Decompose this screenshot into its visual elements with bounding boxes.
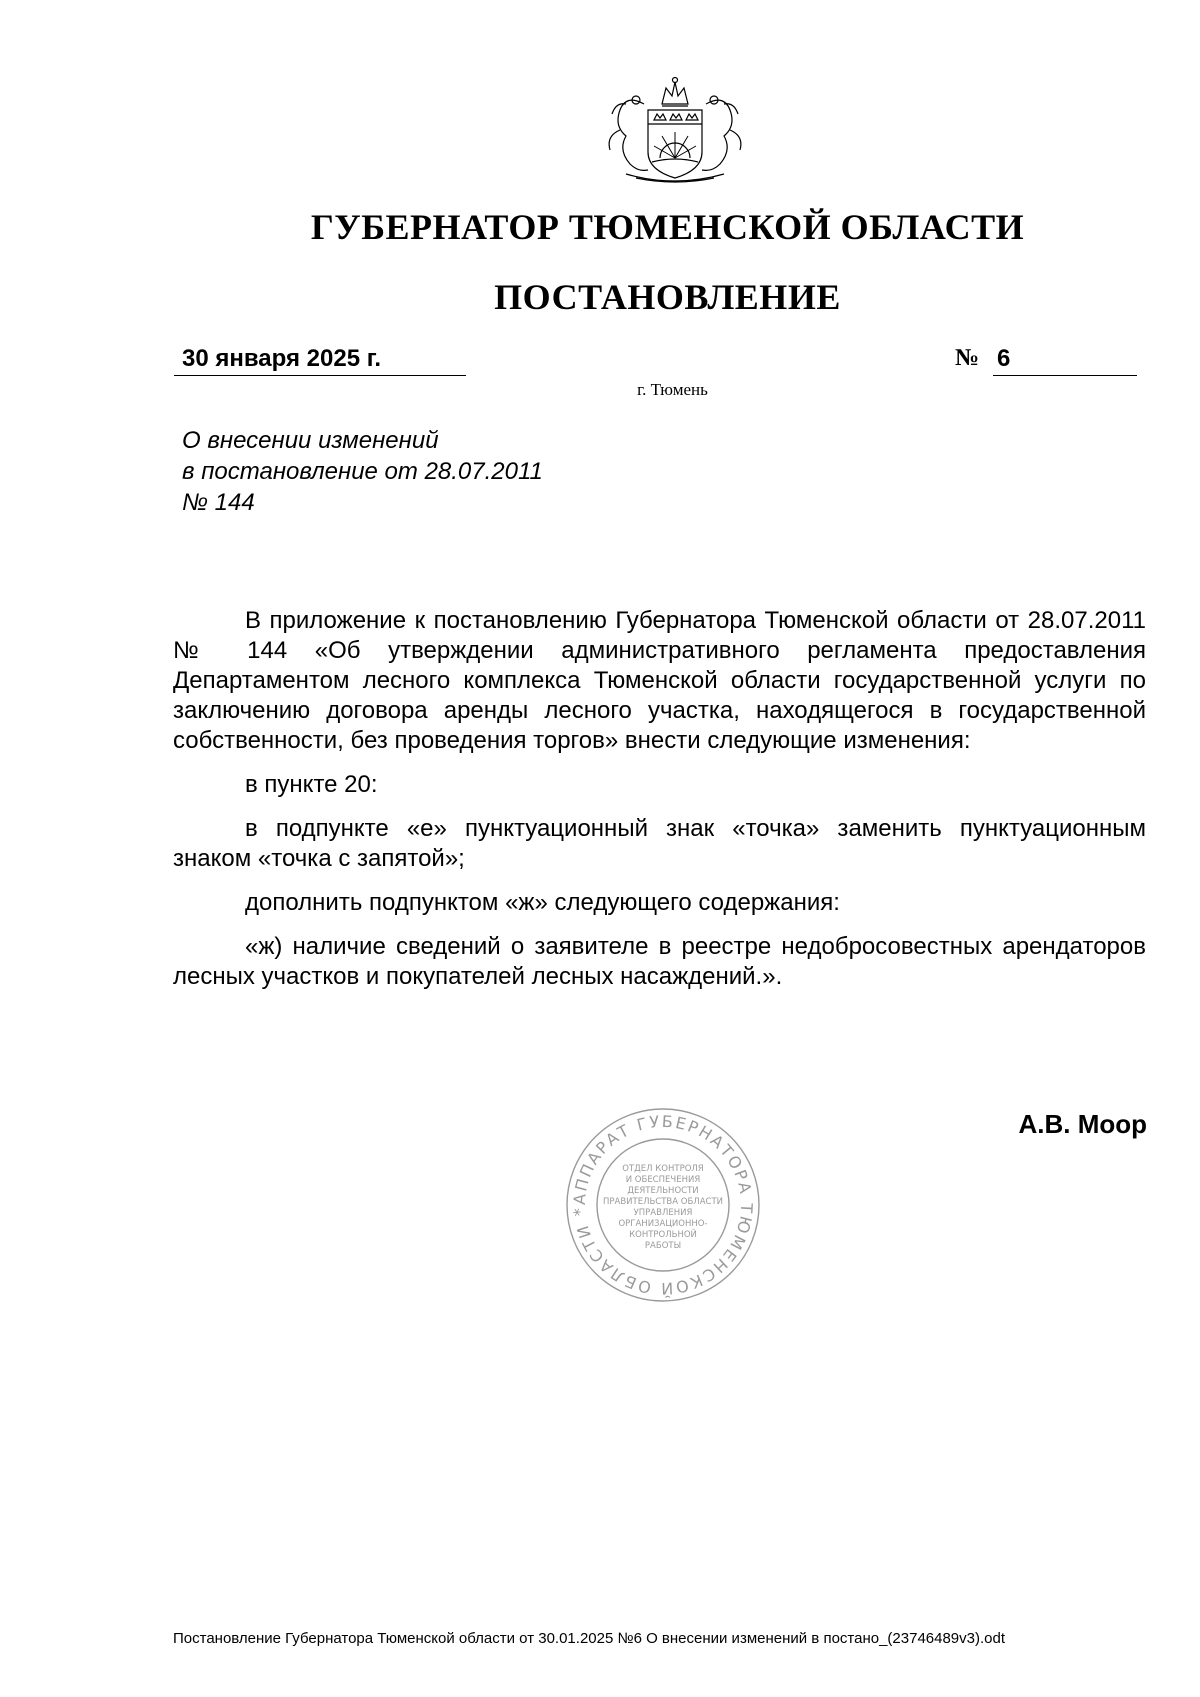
document-date-field xyxy=(174,343,466,376)
svg-text:АППАРАТ ГУБЕРНАТОРА ТЮМЕНСКОЙ: АППАРАТ ГУБЕРНАТОРА ТЮМЕНСКОЙ ОБЛАСТИ * xyxy=(569,1111,757,1299)
number-label: № xyxy=(955,345,980,371)
body-paragraph: в пункте 20: xyxy=(245,771,378,798)
svg-text:ПРАВИТЕЛЬСТВА ОБЛАСТИ: ПРАВИТЕЛЬСТВА ОБЛАСТИ xyxy=(603,1197,723,1207)
document-number-field xyxy=(993,343,1137,376)
document-date: 30 января 2025 г. xyxy=(182,345,381,372)
authority-title: ГУБЕРНАТОР ТЮМЕНСКОЙ ОБЛАСТИ xyxy=(310,207,1025,247)
svg-text:ОТДЕЛ КОНТРОЛЯ: ОТДЕЛ КОНТРОЛЯ xyxy=(622,1164,704,1174)
coat-of-arms-emblem xyxy=(596,74,754,186)
city-label: г. Тюмень xyxy=(637,380,708,399)
document-subject xyxy=(182,425,543,518)
document-number: 6 xyxy=(997,345,1011,372)
svg-text:КОНТРОЛЬНОЙ: КОНТРОЛЬНОЙ xyxy=(629,1230,697,1240)
svg-text:ДЕЯТЕЛЬНОСТИ: ДЕЯТЕЛЬНОСТИ xyxy=(627,1186,699,1196)
svg-text:РАБОТЫ: РАБОТЫ xyxy=(644,1241,682,1251)
subject-line: № 144 xyxy=(182,489,255,516)
svg-text:УПРАВЛЕНИЯ: УПРАВЛЕНИЯ xyxy=(633,1208,693,1218)
body-paragraph: «ж) наличие сведений о заявителе в реестре недобросовестных арендаторов лесных участков и покупателей лесных насаждений.». xyxy=(173,933,1146,990)
svg-text:ОРГАНИЗАЦИОННО-: ОРГАНИЗАЦИОННО- xyxy=(618,1219,708,1229)
official-stamp xyxy=(563,1105,763,1305)
body-paragraph: дополнить подпунктом «ж» следующего содержания: xyxy=(245,889,840,916)
body-paragraph: в подпункте «е» пунктуационный знак «точка» заменить пунктуационным знаком «точка с запятой»; xyxy=(173,815,1146,872)
svg-text:И ОБЕСПЕЧЕНИЯ: И ОБЕСПЕЧЕНИЯ xyxy=(625,1175,701,1185)
signatory-name: А.В. Моор xyxy=(1018,1109,1147,1139)
body-paragraph: В приложение к постановлению Губернатора Тюменской области от 28.07.2011 № 144 «Об утверждении административного регламента предоставления Департаментом лесного комплекса Тюменской области государственной услуги по заключению договора аренды лесного участка, находящегося в государственной собственности, без проведения торгов» внести следующие изменения: xyxy=(173,607,1146,754)
subject-line: О внесении изменений xyxy=(182,427,439,454)
footer-filename: Постановление Губернатора Тюменской области от 30.01.2025 №6 О внесении изменений в постано_(23746489v3).odt xyxy=(173,1630,1006,1647)
document-type-title: ПОСТАНОВЛЕНИЕ xyxy=(494,277,841,317)
document-body xyxy=(173,606,1146,1006)
subject-line: в постановление от 28.07.2011 xyxy=(182,458,543,485)
